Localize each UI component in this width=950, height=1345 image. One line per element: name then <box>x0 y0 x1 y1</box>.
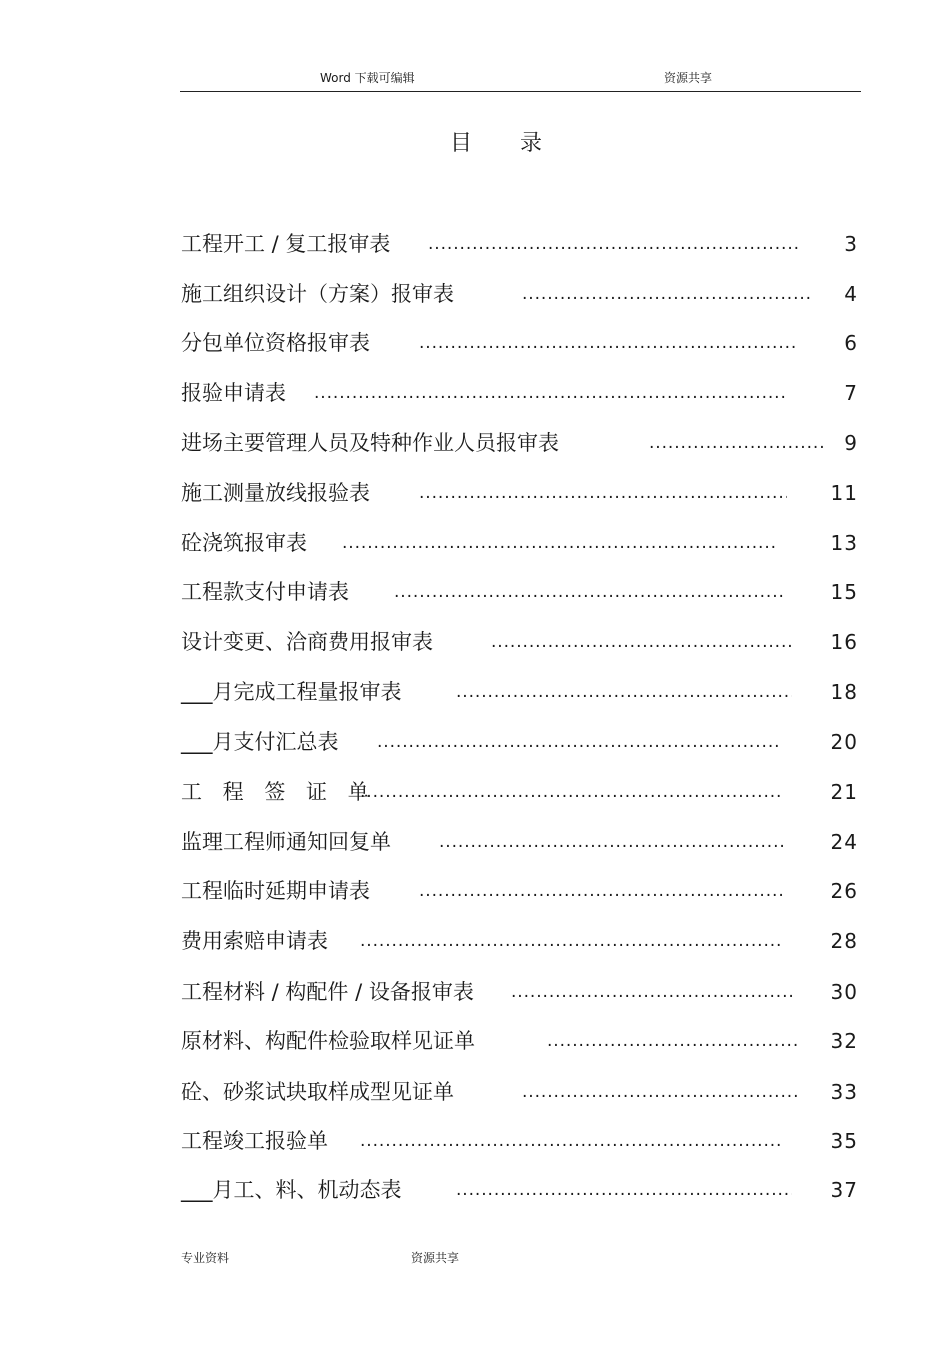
toc-leader-dots <box>522 280 812 308</box>
toc-entry[interactable] <box>0 678 950 708</box>
toc-entry-page: 15 <box>830 580 858 604</box>
toc-leader-dots <box>342 529 778 557</box>
toc-leader-dots <box>419 877 786 905</box>
toc-leader-dots <box>456 678 792 706</box>
toc-entry-page: 18 <box>830 680 858 704</box>
toc-entry[interactable] <box>0 628 950 658</box>
toc-entry-label: 砼浇筑报审表 <box>181 531 307 555</box>
toc-entry-label: 工程临时延期申请表 <box>181 879 370 903</box>
toc-entry-label: 砼、砂浆试块取样成型见证单 <box>181 1080 454 1104</box>
toc-entry-label: 设计变更、洽商费用报审表 <box>181 630 433 654</box>
toc-entry-page: 26 <box>830 879 858 903</box>
toc-leader-dots <box>394 578 786 606</box>
toc-entry[interactable] <box>0 1127 950 1157</box>
toc-entry-label: 工程开工 / 复工报审表 <box>181 232 391 256</box>
toc-leader-dots <box>419 329 799 357</box>
toc-leader-dots <box>649 429 825 457</box>
toc-entry[interactable] <box>0 778 950 808</box>
toc-entry-label: 工程款支付申请表 <box>181 580 349 604</box>
toc-entry-label: ___月支付汇总表 <box>181 730 339 754</box>
toc-entry-page: 30 <box>830 980 858 1004</box>
toc-entry-label: ___月完成工程量报审表 <box>181 680 402 704</box>
toc-entry-label: 工程竣工报验单 <box>181 1129 328 1153</box>
toc-entry-label: 分包单位资格报审表 <box>181 331 370 355</box>
toc-leader-dots <box>428 230 800 258</box>
toc-entry-label: 原材料、构配件检验取样见证单 <box>181 1029 475 1053</box>
toc-entry[interactable] <box>0 429 950 459</box>
toc-entry-label: 费用索赔申请表 <box>181 929 328 953</box>
toc-entry[interactable] <box>0 479 950 509</box>
toc-leader-dots <box>439 828 787 856</box>
toc-leader-dots <box>360 778 781 806</box>
toc-entry[interactable] <box>0 578 950 608</box>
toc-entry-page: 7 <box>844 381 858 405</box>
toc-entry-page: 33 <box>830 1080 858 1104</box>
toc-entry-page: 20 <box>830 730 858 754</box>
toc-leader-dots <box>360 1127 781 1155</box>
toc-entry[interactable] <box>0 978 950 1008</box>
toc-entry-page: 32 <box>830 1029 858 1053</box>
toc-entry[interactable] <box>0 927 950 957</box>
footer-right-text: 资源共享 <box>411 1251 460 1265</box>
toc-leader-dots <box>522 1078 799 1106</box>
toc-entry-label: 施工测量放线报验表 <box>181 481 370 505</box>
toc-entry-page: 13 <box>830 531 858 555</box>
toc-entry-page: 35 <box>830 1129 858 1153</box>
toc-entry[interactable] <box>0 1027 950 1057</box>
toc-entry-page: 3 <box>844 232 858 256</box>
toc-entry[interactable] <box>0 877 950 907</box>
toc-entry-label: 工 程 签 证 单 <box>181 780 376 804</box>
toc-entry[interactable] <box>0 1078 950 1108</box>
toc-leader-dots <box>314 379 788 407</box>
toc-entry[interactable] <box>0 379 950 409</box>
header-left-text: Word 下载可编辑 <box>320 71 415 85</box>
toc-entry-label: 报验申请表 <box>181 381 286 405</box>
toc-entry-page: 28 <box>830 929 858 953</box>
toc-entry[interactable] <box>0 529 950 559</box>
toc-entry[interactable] <box>0 329 950 359</box>
toc-entry-label: 施工组织设计（方案）报审表 <box>181 282 454 306</box>
toc-entry-page: 6 <box>844 331 858 355</box>
toc-leader-dots <box>511 978 795 1006</box>
toc-entry-page: 21 <box>830 780 858 804</box>
page-title: 目录 <box>449 131 590 156</box>
toc-entry-label: 工程材料 / 构配件 / 设备报审表 <box>181 980 474 1004</box>
toc-entry[interactable] <box>0 230 950 260</box>
toc-leader-dots <box>360 927 781 955</box>
toc-entry[interactable] <box>0 728 950 758</box>
header-right-text: 资源共享 <box>664 71 713 85</box>
toc-entry-page: 9 <box>844 431 858 455</box>
toc-entry-label: 进场主要管理人员及特种作业人员报审表 <box>181 431 559 455</box>
toc-leader-dots <box>419 479 787 507</box>
toc-entry-page: 4 <box>844 282 858 306</box>
toc-entry[interactable] <box>0 1176 950 1206</box>
toc-entry-label: 监理工程师通知回复单 <box>181 830 391 854</box>
toc-leader-dots <box>547 1027 799 1055</box>
toc-leader-dots <box>491 628 795 656</box>
toc-leader-dots <box>377 728 782 756</box>
toc-entry-label: ___月工、料、机动态表 <box>181 1178 402 1202</box>
footer-left-text: 专业资料 <box>181 1251 230 1265</box>
toc-entry[interactable] <box>0 828 950 858</box>
toc-entry-page: 37 <box>830 1178 858 1202</box>
toc-entry-page: 16 <box>830 630 858 654</box>
toc-entry-page: 11 <box>830 481 858 505</box>
toc-entry-page: 24 <box>830 830 858 854</box>
toc-leader-dots <box>456 1176 792 1204</box>
toc-entry[interactable] <box>0 280 950 310</box>
